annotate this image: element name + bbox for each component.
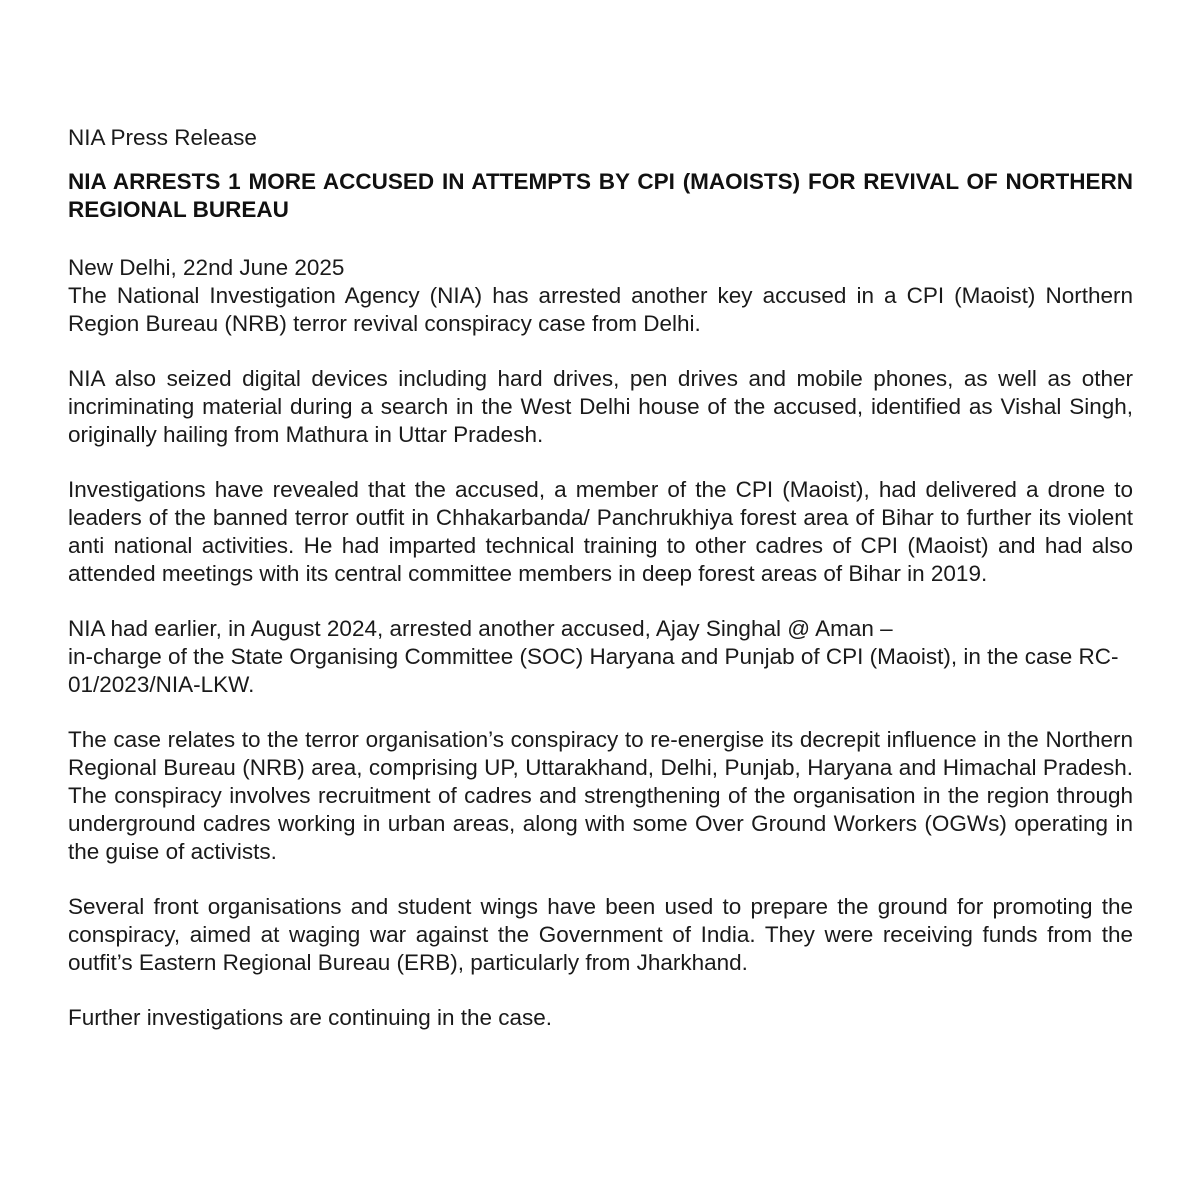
headline: NIA ARRESTS 1 MORE ACCUSED IN ATTEMPTS BY CPI (MAOISTS) FOR REVIVAL OF NORTHERN REGIONAL BUREAU xyxy=(68,169,1133,222)
earlier-arrest-line-2: in-charge of the State Organising Committee (SOC) Haryana and Punjab of CPI (Maoist), in the case RC-01/2023/NIA-LKW. xyxy=(68,644,1119,697)
paragraph-arrest: The National Investigation Agency (NIA) has arrested another key accused in a CPI (Maoist) Northern Region Bureau (NRB) terror revival conspiracy case from Delhi. xyxy=(68,283,1133,336)
paragraph-case: The case relates to the terror organisation’s conspiracy to re-energise its decrepit influence in the Northern Regional Bureau (NRB) area, comprising UP, Uttarakhand, Delhi, Punjab, Haryana and Himachal Pradesh. The conspiracy involves recruitment of cadres and strengthening of the organisation in the region through underground cadres working in urban areas, along with some Over Ground Workers (OGWs) operating in the guise of activists. xyxy=(68,727,1133,864)
dateline: New Delhi, 22nd June 2025 xyxy=(68,255,345,280)
document-label: NIA Press Release xyxy=(68,125,257,150)
paragraph-earlier-arrest xyxy=(68,615,1133,699)
paragraph-seizure: NIA also seized digital devices including hard drives, pen drives and mobile phones, as well as other incriminating material during a search in the West Delhi house of the accused, identified as Vishal Singh, originally hailing from Mathura in Uttar Pradesh. xyxy=(68,366,1133,447)
paragraph-investigation: Investigations have revealed that the accused, a member of the CPI (Maoist), had delivered a drone to leaders of the banned terror outfit in Chhakarbanda/ Panchrukhiya forest area of Bihar to further its violent anti national activities. He had imparted technical training to other cadres of CPI (Maoist) and had also attended meetings with its central committee members in deep forest areas of Bihar in 2019. xyxy=(68,477,1133,586)
earlier-arrest-line-1: NIA had earlier, in August 2024, arrested another accused, Ajay Singhal @ Aman – xyxy=(68,616,893,641)
press-release xyxy=(68,124,1133,1059)
paragraph-closing: Further investigations are continuing in the case. xyxy=(68,1005,553,1030)
paragraph-front-organisations: Several front organisations and student wings have been used to prepare the ground for promoting the conspiracy, aimed at waging war against the Government of India. They were receiving funds from the outfit’s Eastern Regional Bureau (ERB), particularly from Jharkhand. xyxy=(68,894,1133,975)
